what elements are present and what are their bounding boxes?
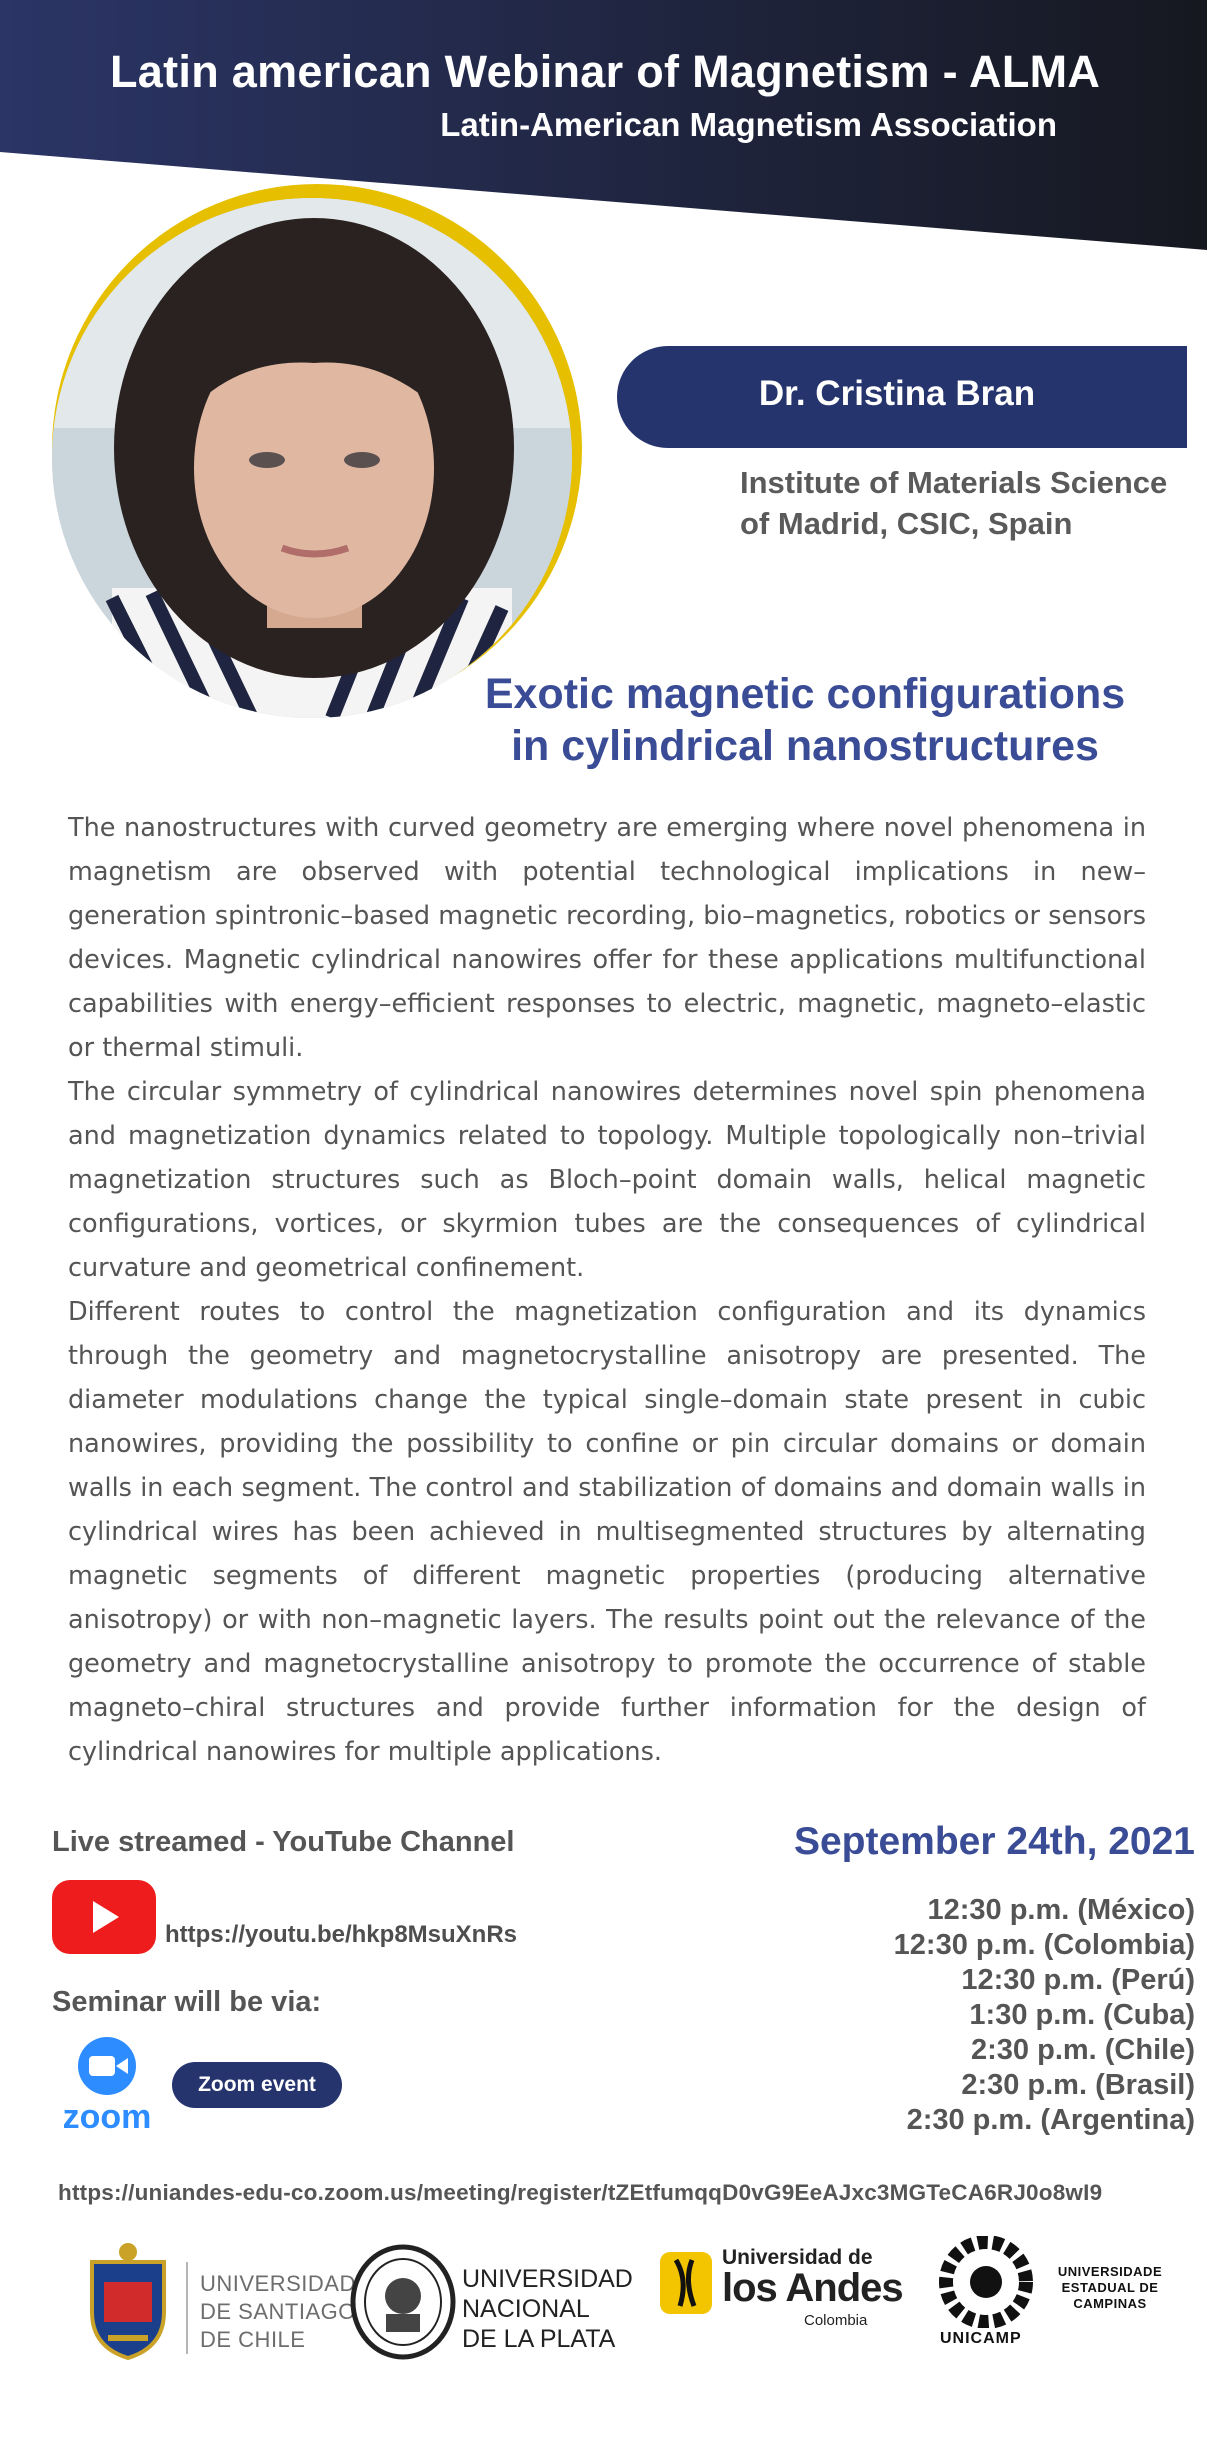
time-peru: 12:30 p.m. (Perú) <box>961 1964 1195 1996</box>
unicamp-line-2: ESTADUAL DE <box>1061 2280 1159 2295</box>
time-cuba: 1:30 p.m. (Cuba) <box>969 1999 1195 2031</box>
zoom-registration-link[interactable]: https://uniandes-edu-co.zoom.us/meeting/register/tZEtfumqqD0vG9EeAJxc3MGTeCA6RJ0o8wI9 <box>58 2180 1103 2205</box>
youtube-icon[interactable] <box>52 1880 156 1954</box>
talk-title <box>430 668 1180 772</box>
time-colombia: 12:30 p.m. (Colombia) <box>893 1929 1195 1961</box>
usach-line-1: UNIVERSIDAD <box>200 2271 356 2296</box>
andes-line-1: Universidad de <box>722 2246 873 2269</box>
affiliation-line-2: of Madrid, CSIC, Spain <box>740 506 1073 541</box>
unlp-line-2: NACIONAL <box>462 2295 590 2323</box>
usach-divider <box>186 2262 188 2354</box>
andes-line-3: Colombia <box>804 2312 868 2329</box>
unlp-seal-logo <box>350 2244 456 2360</box>
unlp-line-1: UNIVERSIDAD <box>462 2265 633 2293</box>
seminar-via-label: Seminar will be via: <box>52 1986 322 2018</box>
usach-name <box>200 2270 356 2354</box>
youtube-link[interactable]: https://youtu.be/hkp8MsuXnRs <box>165 1921 518 1948</box>
usach-line-3: DE CHILE <box>200 2327 306 2352</box>
webinar-title: Latin american Webinar of Magnetism - ALMA <box>110 46 1101 97</box>
time-mexico: 12:30 p.m. (México) <box>927 1894 1195 1926</box>
unlp-name <box>462 2264 633 2354</box>
time-list <box>894 1893 1195 2138</box>
abstract <box>68 806 1146 1774</box>
abstract-paragraph-3: Different routes to control the magnetization configuration and its dynamics through the geometry and magnetocrystalline anisotropy are presented. The diameter modulations change the typical single–domain state present in cubic nanowires, providing the possibility to confine or pin circular domains or domain walls in each segment. The control and stabilization of domains and domain walls in cylindrical wires has been achieved in multisegmented structures by alternating magnetic segments of different magnetic properties (producing alternative anisotropy) or with non–magnetic layers. The results point out the relevance of the geometry and magnetocrystalline anisotropy to promote the occurrence of stable magneto–chiral structures and provide further information for the design of cylindrical nanowires for multiple applications. <box>68 1297 1146 1767</box>
association-subtitle: Latin-American Magnetism Association <box>440 106 1057 143</box>
usach-shield-logo <box>86 2242 170 2360</box>
abstract-paragraph-1: The nanostructures with curved geometry are emerging where novel phenomena in magnetism are observed with potential technological implications in new–generation spintronic–based magnetic recording, bio–magnetics, robotics or sensors devices. Magnetic cylindrical nanowires offer for these applications multifunctional capabilities with energy–efficient responses to electric, magnetic, magneto–elastic or thermal stimuli. <box>68 813 1146 1063</box>
unicamp-line-3: CAMPINAS <box>1073 2296 1147 2311</box>
abstract-paragraph-2: The circular symmetry of cylindrical nanowires determines novel spin phenomena and magnetization dynamics related to topology. Multiple topologically non–trivial magnetization structures such as Bloch–point domain walls, helical magnetic configurations, vortices, or skyrmion tubes are the consequences of cylindrical curvature and geometrical confinement. <box>68 1077 1146 1283</box>
zoom-icon <box>52 2036 162 2136</box>
live-stream-label: Live streamed - YouTube Channel <box>52 1826 515 1858</box>
usach-line-2: DE SANTIAGO <box>200 2299 356 2324</box>
unicamp-name <box>1040 2264 1180 2312</box>
unicamp-wordmark: UNICAMP <box>940 2330 1022 2347</box>
unicamp-line-1: UNIVERSIDADE <box>1057 2264 1163 2279</box>
time-brasil: 2:30 p.m. (Brasil) <box>961 2069 1195 2101</box>
zoom-event-button[interactable]: Zoom event <box>172 2062 342 2108</box>
time-argentina: 2:30 p.m. (Argentina) <box>906 2104 1195 2136</box>
event-date: September 24th, 2021 <box>793 1820 1195 1863</box>
time-chile: 2:30 p.m. (Chile) <box>971 2034 1195 2066</box>
unicamp-emblem-logo <box>936 2236 1036 2328</box>
unlp-line-3: DE LA PLATA <box>462 2325 616 2353</box>
talk-title-line-2: in cylindrical nanostructures <box>511 722 1099 770</box>
speaker-name-pill <box>617 346 1187 448</box>
andes-line-2: los Andes <box>722 2266 903 2310</box>
affiliation-line-1: Institute of Materials Science <box>740 465 1168 500</box>
andes-emblem-logo <box>658 2250 714 2316</box>
zoom-wordmark: zoom <box>62 2098 152 2136</box>
speaker-photo <box>52 198 572 718</box>
talk-title-line-1: Exotic magnetic configurations <box>484 670 1126 718</box>
speaker-name: Dr. Cristina Bran <box>758 374 1036 413</box>
speaker-affiliation <box>740 462 1180 544</box>
